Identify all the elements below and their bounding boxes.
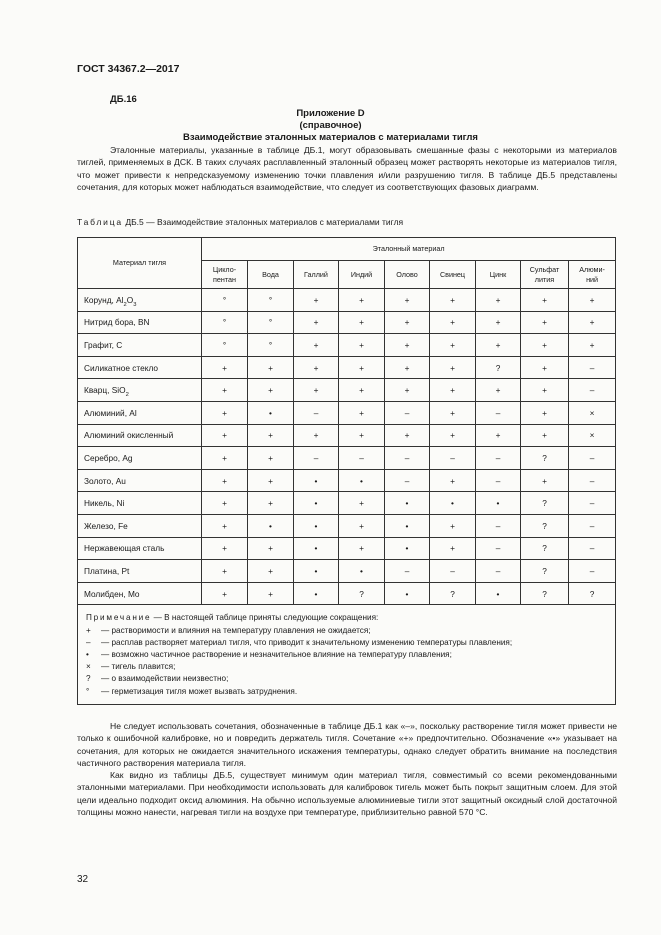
interaction-value: + xyxy=(385,334,430,357)
interaction-value: + xyxy=(430,334,476,357)
interaction-value: + xyxy=(385,379,430,402)
interaction-value: + xyxy=(430,289,476,312)
note-symbol: × xyxy=(86,662,91,672)
interaction-value: + xyxy=(385,311,430,334)
interaction-value: – xyxy=(476,514,521,537)
appendix-title: Приложение D xyxy=(296,108,365,119)
interaction-value: • xyxy=(248,401,294,424)
notes-title-rest: — В настоящей таблице приняты следующие сокращения: xyxy=(151,613,379,623)
table-row xyxy=(78,514,616,537)
interaction-value: – xyxy=(569,469,616,492)
interaction-value: + xyxy=(385,289,430,312)
interaction-value: ? xyxy=(521,560,569,583)
interaction-value: + xyxy=(521,356,569,379)
column-header: Сульфат лития xyxy=(521,261,569,289)
crucible-material xyxy=(78,469,202,492)
table-row xyxy=(78,289,616,312)
table-caption xyxy=(77,217,403,227)
interaction-value: – xyxy=(476,447,521,470)
interaction-value: + xyxy=(569,334,616,357)
interaction-value: + xyxy=(430,424,476,447)
notes-title xyxy=(86,612,607,624)
note-symbol: + xyxy=(86,625,91,635)
interaction-value: + xyxy=(339,356,385,379)
note-text: — о взаимодействии неизвестно; xyxy=(101,674,229,684)
interaction-table xyxy=(77,237,616,705)
material-name: O xyxy=(126,294,134,305)
crucible-material xyxy=(78,492,202,515)
interaction-value: • xyxy=(294,560,339,583)
interaction-value: + xyxy=(202,492,248,515)
crucible-material xyxy=(78,582,202,605)
interaction-value: + xyxy=(521,469,569,492)
material-name: Молибден, Mo xyxy=(84,588,140,599)
interaction-value: ? xyxy=(339,582,385,605)
notes-title-prefix: Примечание xyxy=(86,613,152,623)
interaction-value: + xyxy=(202,560,248,583)
interaction-value: – xyxy=(294,401,339,424)
interaction-value: × xyxy=(569,401,616,424)
interaction-value: • xyxy=(294,514,339,537)
note-item xyxy=(86,637,607,649)
material-name: Платина, Pt xyxy=(84,565,130,576)
table-notes xyxy=(78,605,616,704)
material-name: Никель, Ni xyxy=(84,498,125,509)
table-row xyxy=(78,469,616,492)
interaction-value: • xyxy=(476,492,521,515)
interaction-value: + xyxy=(430,514,476,537)
table-caption-rest: ДБ.5 — Взаимодействие эталонных материалов с материалами тигля xyxy=(125,217,404,227)
interaction-value: + xyxy=(248,379,294,402)
interaction-value: ° xyxy=(202,311,248,334)
interaction-value: + xyxy=(430,401,476,424)
material-name: Нержавеющая сталь xyxy=(84,543,165,554)
interaction-value: – xyxy=(476,469,521,492)
interaction-value: + xyxy=(294,311,339,334)
interaction-value: – xyxy=(476,537,521,560)
interaction-value: + xyxy=(569,311,616,334)
section-id: ДБ.16 xyxy=(110,94,137,105)
interaction-value: + xyxy=(385,424,430,447)
note-text: — возможно частичное растворение и незначительное влияние на температуру плавления; xyxy=(101,649,452,659)
interaction-value: + xyxy=(248,447,294,470)
interaction-value: + xyxy=(294,379,339,402)
interaction-value: + xyxy=(476,311,521,334)
interaction-value: ? xyxy=(569,582,616,605)
interaction-value: • xyxy=(339,469,385,492)
interaction-value: + xyxy=(521,334,569,357)
closing-paragraph-1: Не следует использовать сочетания, обозначенные в таблице ДБ.1 как «–», поскольку растворение тигля может привести не только к ошибочной калибровке, но и повредить держатель тигля. Сочетание «+» предпочтительно. Обозначение «•» указывает на сочетания, для которых не ожидается значительного искажения температуры, однако следует обратить внимание на последствия частичного растворения материала тигля. xyxy=(77,721,617,768)
interaction-value: + xyxy=(339,379,385,402)
interaction-value: ° xyxy=(202,289,248,312)
note-item xyxy=(86,673,607,685)
interaction-value: + xyxy=(248,560,294,583)
interaction-value: ° xyxy=(202,334,248,357)
column-header: Индий xyxy=(339,261,385,289)
row-header: Материал тигля xyxy=(78,238,202,289)
material-name: Корунд, Al xyxy=(84,294,124,305)
interaction-value: + xyxy=(202,401,248,424)
interaction-value: + xyxy=(248,537,294,560)
interaction-value: ? xyxy=(430,582,476,605)
interaction-value: ° xyxy=(248,289,294,312)
interaction-value: ? xyxy=(521,582,569,605)
interaction-value: + xyxy=(202,447,248,470)
table-row xyxy=(78,582,616,605)
table-row xyxy=(78,447,616,470)
note-item xyxy=(86,625,607,637)
group-header: Эталонный материал xyxy=(202,238,616,261)
interaction-value: + xyxy=(430,537,476,560)
interaction-value: • xyxy=(294,537,339,560)
interaction-value: + xyxy=(430,311,476,334)
material-name: Нитрид бора, BN xyxy=(84,317,150,328)
interaction-value: ? xyxy=(521,537,569,560)
subscript: 3 xyxy=(133,301,137,308)
interaction-value: – xyxy=(430,447,476,470)
page-number: 32 xyxy=(77,874,89,885)
crucible-material xyxy=(78,356,202,379)
interaction-value: – xyxy=(569,537,616,560)
appendix-heading: Взаимодействие эталонных материалов с материалами тигля xyxy=(183,132,478,143)
interaction-value: + xyxy=(202,424,248,447)
interaction-value: + xyxy=(339,311,385,334)
interaction-value: ? xyxy=(521,492,569,515)
note-symbol: ° xyxy=(86,686,90,696)
table-row xyxy=(78,356,616,379)
interaction-value: ? xyxy=(476,356,521,379)
crucible-material xyxy=(78,447,202,470)
material-name: Алюминий окисленный xyxy=(84,430,174,441)
interaction-value: + xyxy=(248,582,294,605)
interaction-value: + xyxy=(294,356,339,379)
interaction-value: + xyxy=(202,537,248,560)
interaction-value: + xyxy=(521,424,569,447)
interaction-value: + xyxy=(339,401,385,424)
note-symbol: • xyxy=(86,649,89,659)
interaction-value: + xyxy=(202,356,248,379)
interaction-value: • xyxy=(294,582,339,605)
interaction-value: – xyxy=(476,560,521,583)
crucible-material xyxy=(78,401,202,424)
interaction-value: – xyxy=(569,492,616,515)
interaction-value: + xyxy=(476,424,521,447)
column-header: Алюми- ний xyxy=(569,261,616,289)
interaction-value: + xyxy=(202,514,248,537)
note-text: — расплав растворяет материал тигля, что приводит к значительному изменению температуры плавления; xyxy=(101,637,513,647)
interaction-value: ° xyxy=(248,334,294,357)
interaction-value: + xyxy=(385,356,430,379)
table-caption-prefix: Таблица xyxy=(77,217,123,227)
interaction-value: – xyxy=(569,356,616,379)
column-header: Свинец xyxy=(430,261,476,289)
note-item xyxy=(86,686,607,698)
material-name: Золото, Au xyxy=(84,475,126,486)
interaction-value: + xyxy=(339,492,385,515)
column-header: Галлий xyxy=(294,261,339,289)
interaction-value: – xyxy=(339,447,385,470)
table-row xyxy=(78,379,616,402)
interaction-value: – xyxy=(476,401,521,424)
material-name: Кварц, SiO xyxy=(84,385,126,396)
note-symbol: ? xyxy=(86,674,91,684)
interaction-value: + xyxy=(248,492,294,515)
interaction-value: + xyxy=(294,424,339,447)
interaction-value: – xyxy=(569,560,616,583)
interaction-value: • xyxy=(294,492,339,515)
interaction-value: – xyxy=(385,560,430,583)
crucible-material xyxy=(78,560,202,583)
interaction-value: + xyxy=(521,379,569,402)
material-name: Железо, Fe xyxy=(84,520,128,531)
interaction-value: • xyxy=(248,514,294,537)
crucible-material xyxy=(78,334,202,357)
interaction-value: + xyxy=(202,582,248,605)
column-header: Вода xyxy=(248,261,294,289)
table-row xyxy=(78,492,616,515)
interaction-value: + xyxy=(430,469,476,492)
subscript: 2 xyxy=(123,301,127,308)
interaction-value: + xyxy=(248,356,294,379)
interaction-value: + xyxy=(430,379,476,402)
interaction-value: + xyxy=(202,379,248,402)
interaction-value: + xyxy=(339,334,385,357)
closing-paragraph-2: Как видно из таблицы ДБ.5, существует минимум один материал тигля, совместимый со всеми рекомендованными эталонными материалами. При необходимости использовать для калибровок тигель может быть покрыт защитным слоем. Для этой цели идеально подходит оксид алюминия. На обычно используемые алюминиевые тигли этот защитный оксидный слой достаточной толщины можно нанести, нагревая тигли на воздухе при температуре, приблизительно равной 570 °C. xyxy=(77,770,617,818)
table-row xyxy=(78,560,616,583)
note-text: — герметизация тигля может вызвать затруднения. xyxy=(101,686,298,696)
interaction-value: – xyxy=(569,447,616,470)
interaction-value: + xyxy=(521,401,569,424)
note-text: — растворимости и влияния на температуру плавления не ожидается; xyxy=(101,625,371,635)
interaction-value: ? xyxy=(521,514,569,537)
note-text: — тигель плавится; xyxy=(101,662,176,672)
interaction-value: + xyxy=(294,289,339,312)
interaction-value: + xyxy=(339,514,385,537)
interaction-value: • xyxy=(339,560,385,583)
interaction-value: • xyxy=(385,582,430,605)
crucible-material xyxy=(78,424,202,447)
interaction-value: + xyxy=(476,289,521,312)
subscript: 2 xyxy=(125,392,129,399)
interaction-value: ? xyxy=(521,447,569,470)
intro-text: Эталонные материалы, указанные в таблице ДБ.1, могут образовывать смешанные фазы с некоторыми из материалов тиглей, применяемых в ДСК. В таких случаях расплавленный эталонный образец может растворять некоторые из материалов тигля, что может привести к непредсказуемому изменению точки плавления и/или разрушению тигля. В таблице ДБ.5 представлены сочетания, для которых может наблюдаться взаимодействие, что следует из соответствующих фазовых диаграмм. xyxy=(77,145,617,192)
interaction-value: – xyxy=(569,514,616,537)
interaction-value: • xyxy=(385,514,430,537)
interaction-value: + xyxy=(248,424,294,447)
table-row xyxy=(78,334,616,357)
table-row xyxy=(78,311,616,334)
interaction-value: • xyxy=(294,469,339,492)
intro-paragraph xyxy=(77,144,617,193)
interaction-value: + xyxy=(476,379,521,402)
interaction-value: + xyxy=(339,424,385,447)
table-row xyxy=(78,537,616,560)
material-name: Графит, C xyxy=(84,339,123,350)
column-header: Цинк xyxy=(476,261,521,289)
note-symbol: – xyxy=(86,637,91,647)
document-code: ГОСТ 34367.2—2017 xyxy=(77,63,180,75)
interaction-value: + xyxy=(569,289,616,312)
crucible-material xyxy=(78,311,202,334)
appendix-type: (справочное) xyxy=(299,120,362,131)
material-name: Алюминий, Al xyxy=(84,407,137,418)
interaction-value: – xyxy=(385,469,430,492)
interaction-value: • xyxy=(476,582,521,605)
interaction-value: × xyxy=(569,424,616,447)
crucible-material xyxy=(78,289,202,312)
interaction-value: + xyxy=(430,356,476,379)
closing-paragraphs xyxy=(77,720,617,818)
interaction-value: – xyxy=(385,401,430,424)
table-row xyxy=(78,401,616,424)
interaction-value: – xyxy=(569,379,616,402)
interaction-value: + xyxy=(521,289,569,312)
interaction-value: – xyxy=(294,447,339,470)
interaction-value: + xyxy=(202,469,248,492)
column-header: Олово xyxy=(385,261,430,289)
interaction-value: + xyxy=(248,469,294,492)
interaction-value: + xyxy=(339,537,385,560)
material-name: Серебро, Ag xyxy=(84,452,133,463)
interaction-value: • xyxy=(385,492,430,515)
note-item xyxy=(86,661,607,673)
table-row xyxy=(78,424,616,447)
interaction-value: • xyxy=(430,492,476,515)
interaction-value: • xyxy=(385,537,430,560)
interaction-value: – xyxy=(385,447,430,470)
interaction-value: + xyxy=(521,311,569,334)
column-header: Цикло- пентан xyxy=(202,261,248,289)
material-name: Силикатное стекло xyxy=(84,362,159,373)
interaction-value: ° xyxy=(248,311,294,334)
crucible-material xyxy=(78,379,202,402)
crucible-material xyxy=(78,537,202,560)
interaction-value: – xyxy=(430,560,476,583)
crucible-material xyxy=(78,514,202,537)
interaction-value: + xyxy=(476,334,521,357)
interaction-value: + xyxy=(339,289,385,312)
note-item xyxy=(86,649,607,661)
interaction-value: + xyxy=(294,334,339,357)
